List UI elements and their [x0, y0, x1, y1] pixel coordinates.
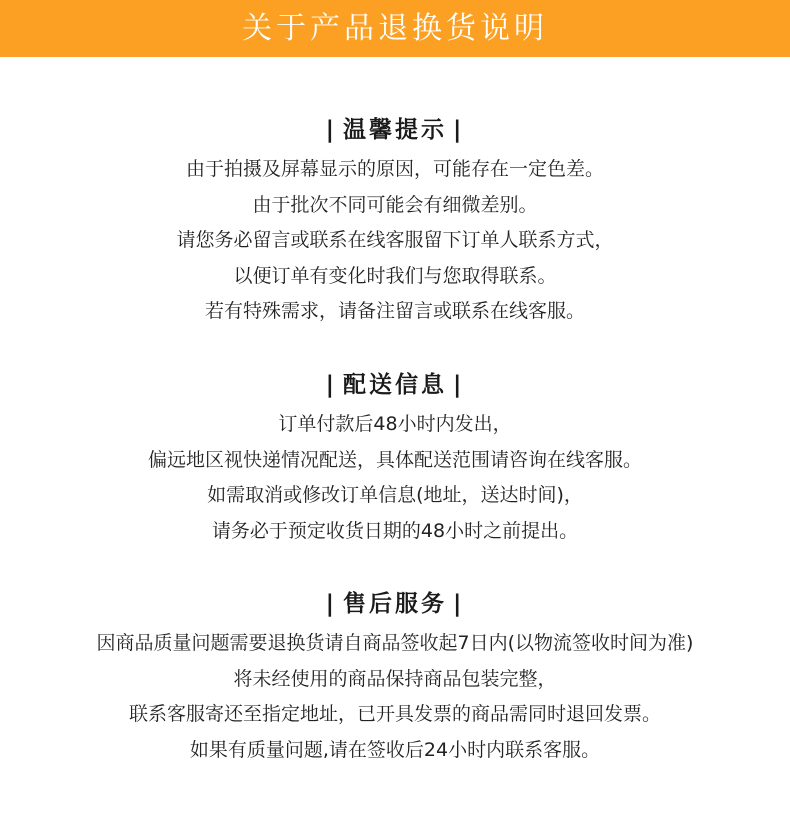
section-heading-text: 售后服务 — [343, 591, 447, 617]
section-heading — [0, 367, 790, 403]
text-line: 若有特殊需求，请备注留言或联系在线客服。 — [204, 300, 585, 322]
text-line: 以便订单有变化时我们与您取得联系。 — [233, 264, 557, 287]
text-line: 因商品质量问题需要退换货请自商品签收起7日内(以物流签收时间为准) — [96, 632, 694, 654]
text-line: 联系客服寄还至指定地址，已开具发票的商品需同时退回发票。 — [128, 703, 661, 725]
header-banner — [0, 0, 790, 57]
text-line: 如需取消或修改订单信息(地址，送达时间)， — [207, 484, 583, 506]
text-line: 请您务必留言或联系在线客服留下订单人联系方式， — [176, 229, 614, 251]
text-line: 由于拍摄及屏幕显示的原因，可能存在一定色差。 — [185, 158, 604, 180]
section-heading — [0, 112, 790, 148]
section-shipping — [0, 367, 790, 549]
text-line: 偏远地区视快递情况配送，具体配送范围请咨询在线客服。 — [147, 448, 642, 471]
heading-bar-left: | — [325, 372, 337, 398]
text-line: 订单付款后48小时内发出， — [278, 413, 512, 435]
heading-bar-right: | — [453, 591, 465, 617]
heading-bar-right: | — [453, 117, 465, 143]
text-line: 将未经使用的商品保持商品包装完整， — [233, 667, 557, 690]
section-after-sales — [0, 586, 790, 768]
heading-bar-right: | — [453, 372, 465, 398]
heading-bar-left: | — [325, 591, 337, 617]
section-tips — [0, 112, 790, 330]
section-heading-text: 配送信息 — [343, 372, 447, 398]
page-title: 关于产品退换货说明 — [242, 11, 548, 46]
text-line: 由于批次不同可能会有细微差别。 — [252, 193, 538, 216]
heading-bar-left: | — [325, 117, 337, 143]
section-heading-text: 温馨提示 — [343, 117, 447, 143]
text-line: 如果有质量问题,请在签收后24小时内联系客服。 — [189, 738, 601, 761]
section-heading — [0, 586, 790, 622]
text-line: 请务必于预定收货日期的48小时之前提出。 — [211, 519, 579, 542]
